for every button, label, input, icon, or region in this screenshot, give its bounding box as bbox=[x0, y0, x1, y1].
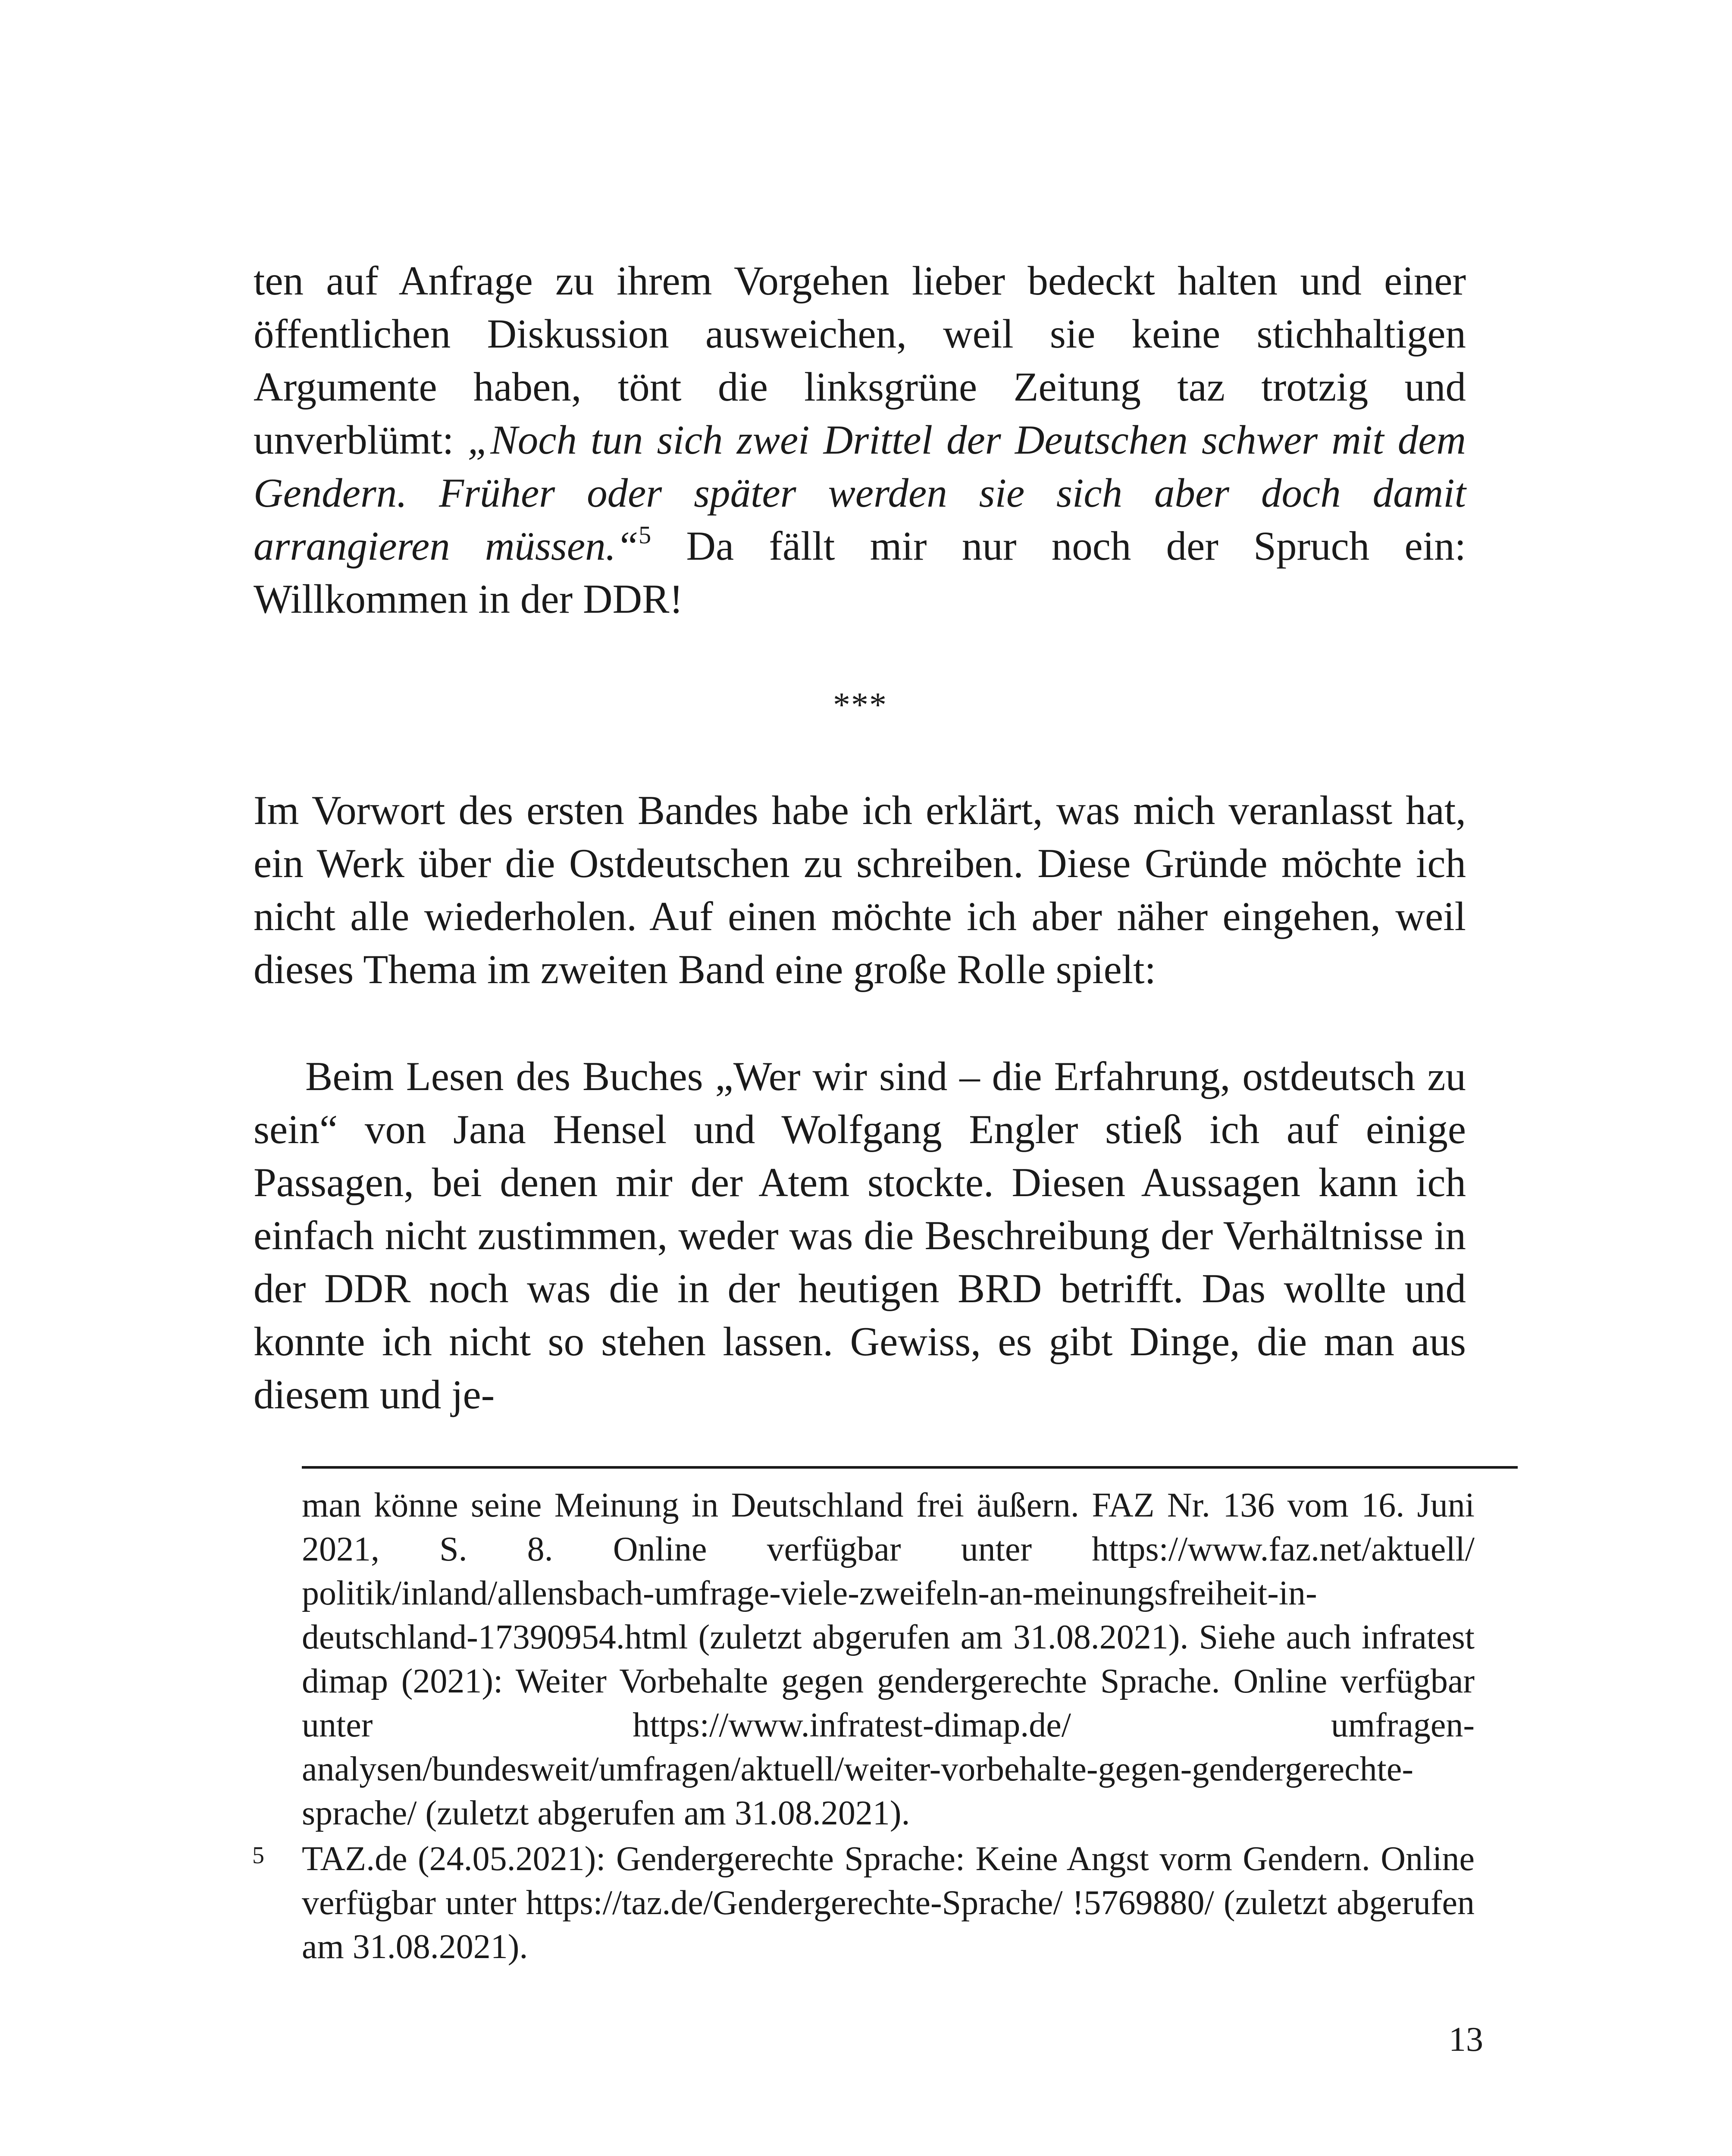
footnote-5-text: TAZ.de (24.05.2021): Gendergerechte Sprache: Keine Angst vorm Gendern. Online verfügbar unter https://taz.de/Gendergerechte-Sprache/ !5769880/ (zuletzt abgerufen am 31.08.2021). bbox=[302, 1840, 1475, 1966]
page-number: 13 bbox=[1449, 2021, 1483, 2059]
paragraph-1-text: ten auf Anfrage zu ihrem Vorgehen lieber bedeckt halten und einer öffentlichen Diskussion ausweichen, weil sie keine stichhaltigen Argumente haben, tönt die linksgrüne Zeitung taz trotzig und unverblümt: bbox=[254, 258, 1466, 463]
body-paragraph-1 bbox=[254, 254, 1466, 626]
taz-quote: „Noch tun sich zwei Drittel der Deutschen schwer mit dem Gendern. Früher oder später werden sie sich aber doch damit arrangieren müssen.“ bbox=[254, 417, 1466, 569]
body-paragraph-2: Im Vorwort des ersten Bandes habe ich erklärt, was mich veranlasst hat, ein Werk über die Ostdeutschen zu schreiben. Diese Gründe möchte ich nicht alle wiederholen. Auf einen möchte ich aber näher eingehen, weil dieses Thema im zweiten Band eine große Rolle spielt: bbox=[254, 787, 1466, 992]
section-separator: *** bbox=[833, 686, 887, 724]
footnote-continuation: man könne seine Meinung in Deutschland frei äußern. FAZ Nr. 136 vom 16. Juni 2021, S. 8. Online verfügbar unter https://www.faz.net/aktuell/ politik/inland/allensbach-umfrage-viele-zweifeln-an-meinungsfreiheit-in-deutschland-17390954.html (zuletzt abgerufen am 31.08.2021). Siehe auch infratest dimap (2021): Weiter Vorbehalte gegen gendergerechte Sprache. Online verfügbar unter https://www.infratest-dimap.de/ umfragen-analysen/bundesweit/umfragen/aktuell/weiter-vorbehalte-gegen-gendergerechte-sprache/ (zuletzt abgerufen am 31.08.2021). bbox=[302, 1486, 1475, 1832]
footnote-5-number: 5 bbox=[252, 1842, 264, 1869]
footnote-reference-5: 5 bbox=[639, 521, 651, 549]
paragraph-1-closing-text: Da fällt mir nur noch der Spruch ein: Willkommen in der DDR! bbox=[254, 523, 1466, 622]
footnote-divider bbox=[302, 1466, 1518, 1469]
body-paragraph-3: Beim Lesen des Buches „Wer wir sind – die Erfahrung, ostdeutsch zu sein“ von Jana Hensel und Wolfgang Engler stieß ich auf einige Passagen, bei denen mir der Atem stockte. Diesen Aussagen kann ich einfach nicht zustimmen, weder was die Beschreibung der Verhältnisse in der DDR noch was die in der heutigen BRD betrifft. Das wollte und konnte ich nicht so stehen lassen. Gewiss, es gibt Dinge, die man aus diesem und je- bbox=[254, 1053, 1466, 1417]
